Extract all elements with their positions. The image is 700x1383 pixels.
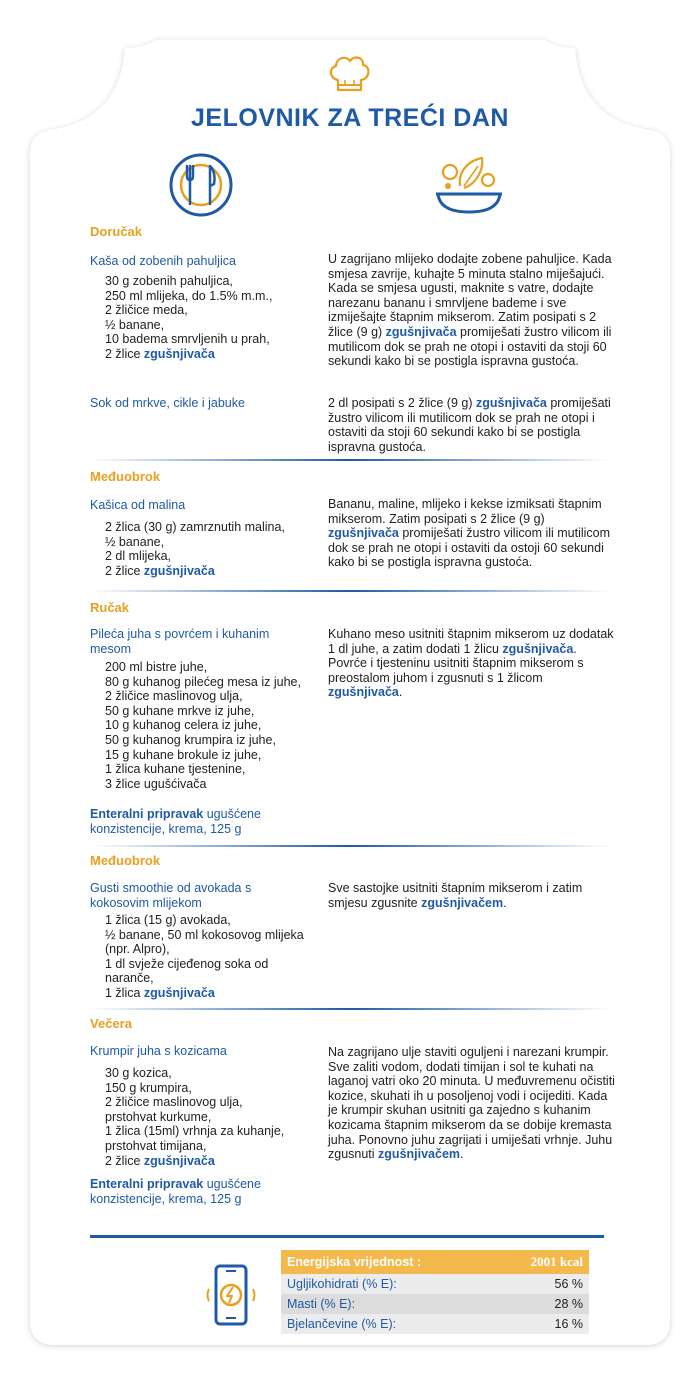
instructions: Bananu, maline, mlijeko i kekse izmiksati štapnim mikserom. Zatim posipati s 2 žlice (9 g) zgušnjivača promiješati žustro vilicom ili mutilicom dok se prah ne otopi i ostaviti da ostoji 60 sekundi kako bi se postigla ispravna gustoća. xyxy=(328,497,611,570)
ingredients-list: 30 g kozica, 150 g krumpira, 2 žličice maslinovog ulja, prstohvat kurkume, 1 žlica (15ml) vrhnja za kuhanje, prstohvat timijana, 2 žlice zgušnjivača xyxy=(105,1066,285,1168)
plate-cutlery-icon xyxy=(168,152,234,218)
section-divider xyxy=(90,590,610,592)
table-row: Bjelančevine (% E): 16 % xyxy=(281,1314,589,1334)
instructions: Kuhano meso usitniti štapnim mikserom uz dodatak 1 dl juhe, a zatim dodati 1 žlicu zgušnjivača. Povrće i tjesteninu usitniti štapnim mikserom s preostalom juhom i zgusnuti s 1 žlicom zgušnjivača. xyxy=(328,627,614,700)
instructions: Sve sastojke usitniti štapnim mikserom i zatim smjesu zgusnite zgušnjivačem. xyxy=(328,881,583,910)
chef-hat-icon xyxy=(324,52,374,96)
energy-table xyxy=(281,1250,589,1334)
section-title-snack: Međuobrok xyxy=(90,853,161,868)
salad-bowl-icon xyxy=(434,150,504,220)
enteral-note: Enteralni pripravak ugušćene konzistencije, krema, 125 g xyxy=(90,1177,261,1206)
dish-name: Krumpir juha s kozicama xyxy=(90,1044,227,1058)
instructions: 2 dl posipati s 2 žlice (9 g) zgušnjivača promiješati žustro vilicom ili mutilicom dok se prah ne otopi i ostaviti da stoji 60 sekundi kako bi se postigla ispravna gustoća. xyxy=(328,396,611,454)
enteral-note: Enteralni pripravak ugušćene konzistencije, krema, 125 g xyxy=(90,807,261,836)
dish-name: Sok od mrkve, cikle i jabuke xyxy=(90,396,245,410)
energy-label: Energijska vrijednost : xyxy=(281,1250,495,1274)
energy-value: 2001 kcal xyxy=(495,1250,589,1274)
ingredients-list: 2 žlica (30 g) zamrznutih malina, ½ banane, 2 dl mlijeka, 2 žlice zgušnjivača xyxy=(105,520,285,578)
instructions: Na zagrijano ulje staviti oguljeni i narezani krumpir. Sve zaliti vodom, dodati timijan i sol te kuhati na laganoj vatri oko 20 minuta. U međuvremenu očistiti kozice, skuhati ih u posoljenoj vodi i ocijediti. Kada je krumpir skuhan usitniti ga zajedno s kuhanim kozicama štapnim mikserom da se dobije kremasta juha. Ponovno juhu zagrijati i umiješati vrhnje. Juhu zgusnuti zgušnjivačem. xyxy=(328,1045,615,1162)
table-row: Ugljikohidrati (% E): 56 % xyxy=(281,1274,589,1294)
section-divider xyxy=(90,459,610,461)
section-title-breakfast: Doručak xyxy=(90,224,143,239)
footer-divider xyxy=(90,1235,604,1238)
section-divider xyxy=(90,845,610,847)
table-row: Masti (% E): 28 % xyxy=(281,1294,589,1314)
section-title-lunch: Ručak xyxy=(90,600,130,615)
ingredients-list: 1 žlica (15 g) avokada, ½ banane, 50 ml kokosovog mlijeka (npr. Alpro), 1 dl svježe cijeđenog soka od naranče, 1 žlica zgušnjivača xyxy=(105,913,304,1000)
page-title: JELOVNIK ZA TREĆI DAN xyxy=(191,104,509,132)
section-title-snack: Međuobrok xyxy=(90,469,161,484)
dish-name: Kašica od malina xyxy=(90,498,186,512)
energy-table-header xyxy=(281,1250,589,1274)
dish-name: Pileća juha s povrćem i kuhanim mesom xyxy=(90,627,270,656)
instructions: U zagrijano mlijeko dodajte zobene pahuljice. Kada smjesa zavrije, kuhajte 5 minuta stalno miješajući. Kada se smjesa ugusti, maknite s vatre, dodajte narezanu bananu i smrvljene bademe i sve izmiješajte štapnim mikserom. Zatim posipati s 2 žlice (9 g) zgušnjivača promiješati žustro vilicom ili mutilicom dok se prah ne otopi i ostaviti da stoji 60 sekundi kako bi se postigla ispravna gustoća. xyxy=(328,252,612,369)
ingredients-list: 30 g zobenih pahuljica, 250 ml mlijeka, do 1.5% m.m., 2 žličice meda, ½ banane, 10 badema smrvljenih u prah, 2 žlice zgušnjivača xyxy=(105,274,273,361)
section-divider xyxy=(90,1008,610,1010)
dish-name: Gusti smoothie od avokada s kokosovim mlijekom xyxy=(90,881,252,910)
dish-name: Kaša od zobenih pahuljica xyxy=(90,254,236,268)
section-title-dinner: Večera xyxy=(90,1016,132,1031)
ingredients-list: 200 ml bistre juhe, 80 g kuhanog pilećeg mesa iz juhe, 2 žličice maslinovog ulja, 50 g kuhane mrkve iz juhe, 10 g kuhanog celera iz juhe, 50 g kuhanog krumpira iz juhe, 15 g kuhane brokule iz juhe, 1 žlica kuhane tjestenine, 3 žlice ugušćivača xyxy=(105,660,301,791)
phone-energy-icon xyxy=(206,1262,256,1330)
